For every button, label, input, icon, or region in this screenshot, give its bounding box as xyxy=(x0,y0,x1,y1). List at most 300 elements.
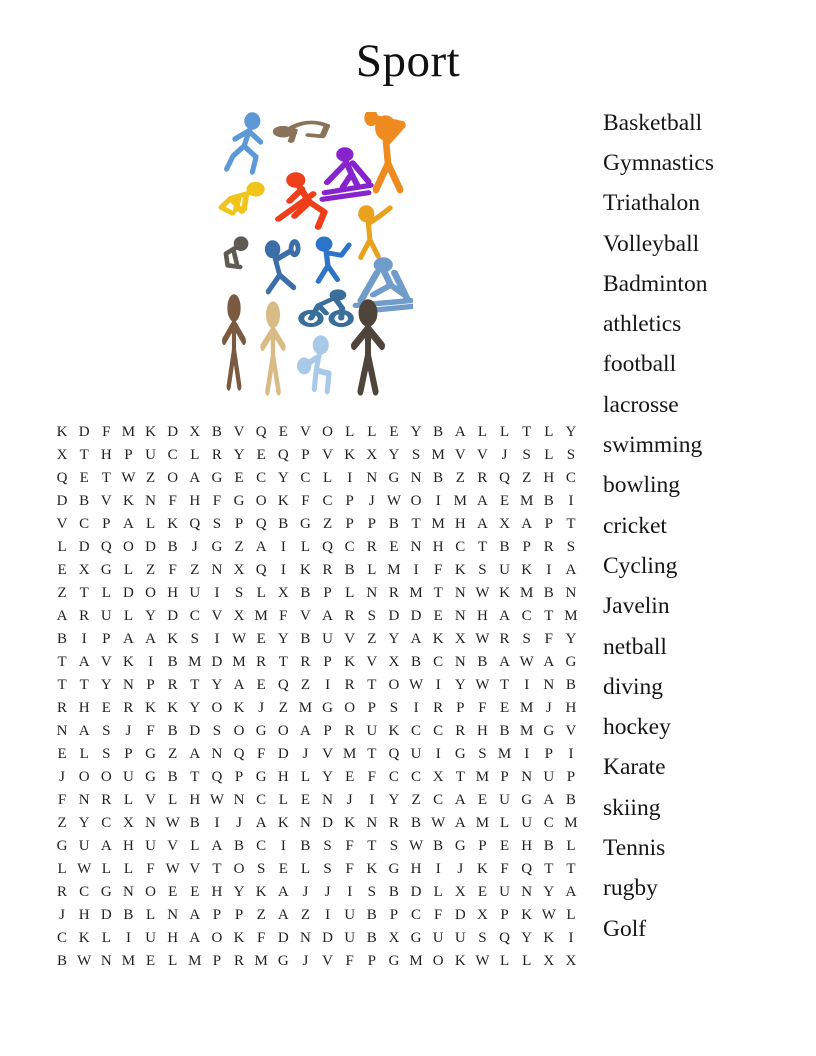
skier-icon xyxy=(322,150,370,199)
grid-cell: I xyxy=(435,493,441,509)
grid-cell: B xyxy=(211,424,222,440)
grid-cell: K xyxy=(300,562,311,578)
grid-cell: K xyxy=(56,424,68,440)
grid-cell: J xyxy=(368,493,375,509)
grid-cell: L xyxy=(566,907,576,923)
grid-cell: Y xyxy=(233,447,245,463)
grid-cell: B xyxy=(234,838,245,854)
grid-cell: E xyxy=(57,562,67,578)
word-list-item: Badminton xyxy=(603,270,708,297)
grid-cell: M xyxy=(520,723,534,739)
grid-cell: R xyxy=(366,539,377,555)
grid-cell: C xyxy=(79,884,90,900)
grid-cell: L xyxy=(256,585,266,601)
grid-cell: P xyxy=(522,539,531,555)
grid-cell: H xyxy=(477,723,488,739)
grid-cell: J xyxy=(59,907,65,923)
grid-cell: L xyxy=(477,424,488,440)
grid-cell: T xyxy=(455,769,465,785)
grid-cell: X xyxy=(366,447,378,463)
grid-cell: E xyxy=(433,608,443,624)
grid-cell: W xyxy=(541,907,556,923)
grid-cell: J xyxy=(258,700,265,716)
grid-cell: K xyxy=(521,562,533,578)
grid-cell: K xyxy=(344,654,356,670)
grid-cell: O xyxy=(388,677,400,693)
grid-cell: E xyxy=(300,792,311,808)
grid-cell: G xyxy=(300,516,311,532)
grid-cell: S xyxy=(212,516,222,532)
grid-cell: M xyxy=(121,953,136,969)
grid-cell: B xyxy=(167,769,178,785)
grid-cell: F xyxy=(57,792,67,808)
grid-cell: K xyxy=(344,815,356,831)
grid-cell: L xyxy=(522,953,532,969)
grid-cell: G xyxy=(145,769,156,785)
grid-cell: O xyxy=(78,769,90,785)
grid-cell: X xyxy=(233,608,245,624)
grid-cell: W xyxy=(475,585,490,601)
grid-cell: M xyxy=(431,516,445,532)
word-list-item: rugby xyxy=(603,875,658,902)
grid-cell: A xyxy=(277,884,289,900)
grid-cell: B xyxy=(167,539,178,555)
grid-cell: G xyxy=(145,746,156,762)
grid-cell: R xyxy=(256,654,267,670)
grid-cell: Q xyxy=(211,769,223,785)
grid-cell: W xyxy=(121,470,136,486)
grid-cell: W xyxy=(165,815,180,831)
grid-cell: D xyxy=(322,930,333,946)
grid-cell: K xyxy=(344,447,356,463)
grid-cell: I xyxy=(280,539,286,555)
grid-cell: R xyxy=(57,700,68,716)
high-jumper-icon xyxy=(276,122,327,141)
grid-cell: C xyxy=(388,769,399,785)
grid-cell: P xyxy=(323,654,332,670)
grid-cell: A xyxy=(543,792,555,808)
grid-cell: G xyxy=(388,470,400,486)
grid-cell: I xyxy=(325,907,331,923)
grid-cell: H xyxy=(277,769,289,785)
grid-cell: M xyxy=(409,953,423,969)
grid-cell: L xyxy=(123,861,134,877)
grid-cell: C xyxy=(411,907,422,923)
grid-cell: D xyxy=(167,424,179,440)
grid-cell: L xyxy=(57,861,67,877)
grid-cell: B xyxy=(565,792,576,808)
grid-cell: C xyxy=(189,608,200,624)
grid-cell: B xyxy=(366,907,377,923)
grid-cell: W xyxy=(475,953,490,969)
grid-cell: V xyxy=(344,631,356,647)
grid-cell: L xyxy=(566,838,576,854)
grid-cell: H xyxy=(78,700,90,716)
grid-cell: M xyxy=(475,769,490,785)
grid-cell: W xyxy=(77,953,92,969)
grid-cell: Q xyxy=(233,746,245,762)
grid-cell: K xyxy=(233,930,245,946)
grid-cell: K xyxy=(521,907,533,923)
grid-cell: U xyxy=(366,723,378,739)
grid-cell: O xyxy=(145,884,156,900)
grid-cell: I xyxy=(325,677,331,693)
grid-cell: G xyxy=(543,723,555,739)
grid-cell: D xyxy=(145,539,156,555)
word-list-item: cricket xyxy=(603,512,667,539)
grid-cell: G xyxy=(255,769,267,785)
grid-cell: K xyxy=(477,861,488,877)
grid-cell: P xyxy=(234,516,244,532)
grid-cell: X xyxy=(277,585,289,601)
grid-cell: L xyxy=(123,608,134,624)
grid-cell: W xyxy=(475,677,490,693)
sports-collage xyxy=(213,112,413,402)
word-list-item: Golf xyxy=(603,915,647,942)
grid-cell: K xyxy=(167,700,179,716)
grid-cell: K xyxy=(454,953,466,969)
grid-cell: B xyxy=(499,723,510,739)
grid-cell: N xyxy=(300,930,311,946)
grid-cell: Z xyxy=(322,516,333,532)
grid-cell: M xyxy=(121,424,136,440)
grid-cell: Z xyxy=(411,792,421,808)
grid-cell: T xyxy=(79,585,89,601)
grid-cell: E xyxy=(345,769,355,785)
grid-cell: N xyxy=(167,907,179,923)
grid-cell: S xyxy=(566,539,576,555)
word-list-item: Javelin xyxy=(603,593,670,620)
grid-cell: L xyxy=(300,861,311,877)
grid-cell: B xyxy=(300,631,311,647)
grid-cell: L xyxy=(101,930,111,946)
grid-cell: L xyxy=(300,769,311,785)
grid-cell: L xyxy=(367,562,377,578)
grid-cell: T xyxy=(367,746,377,762)
grid-cell: K xyxy=(145,424,156,440)
grid-cell: B xyxy=(411,654,422,670)
grid-cell: Z xyxy=(367,631,377,647)
grid-cell: E xyxy=(234,470,244,486)
grid-cell: D xyxy=(56,493,68,509)
grid-cell: W xyxy=(165,861,180,877)
grid-cell: B xyxy=(565,677,576,693)
grid-cell: S xyxy=(411,447,421,463)
grid-cell: S xyxy=(367,608,376,624)
grid-cell: S xyxy=(323,838,332,854)
grid-cell: N xyxy=(454,654,466,670)
grid-cell: B xyxy=(433,424,444,440)
grid-cell: M xyxy=(298,700,313,716)
grid-cell: N xyxy=(565,585,577,601)
front-runner-icon xyxy=(354,304,382,392)
grid-cell: T xyxy=(477,539,488,555)
grid-cell: A xyxy=(211,838,223,854)
grid-cell: U xyxy=(410,746,422,762)
grid-cell: A xyxy=(565,562,577,578)
grid-cell: S xyxy=(367,884,376,900)
grid-cell: R xyxy=(234,953,245,969)
grid-cell: B xyxy=(499,539,510,555)
grid-cell: Z xyxy=(145,562,156,578)
grid-cell: Z xyxy=(234,539,244,555)
grid-cell: M xyxy=(188,953,202,969)
grid-cell: I xyxy=(81,631,87,647)
grid-cell: E xyxy=(256,447,266,463)
grid-cell: G xyxy=(410,930,422,946)
grid-cell: L xyxy=(322,470,333,486)
grid-cell: U xyxy=(322,631,333,647)
grid-cell: X xyxy=(477,907,488,923)
grid-cell: A xyxy=(410,631,422,647)
grid-cell: L xyxy=(367,424,377,440)
grid-cell: M xyxy=(453,493,467,509)
grid-cell: H xyxy=(189,792,201,808)
grid-cell: I xyxy=(568,930,574,946)
grid-cell: G xyxy=(388,861,400,877)
word-list-item: bowling xyxy=(603,472,681,499)
grid-cell: L xyxy=(101,585,111,601)
grid-cell: X xyxy=(454,631,466,647)
grid-cell: B xyxy=(543,493,554,509)
grid-cell: O xyxy=(410,493,422,509)
grid-cell: Y xyxy=(78,815,90,831)
grid-cell: Z xyxy=(168,746,178,762)
grid-cell: Y xyxy=(233,884,245,900)
grid-cell: L xyxy=(190,838,200,854)
grid-cell: Q xyxy=(255,516,267,532)
grid-cell: O xyxy=(100,769,112,785)
grid-cell: P xyxy=(124,746,133,762)
grid-cell: I xyxy=(369,792,375,808)
grid-cell: M xyxy=(564,608,578,624)
grid-cell: Q xyxy=(56,470,68,486)
grid-cell: T xyxy=(367,838,377,854)
grid-cell: N xyxy=(543,677,555,693)
grid-cell: T xyxy=(79,677,89,693)
grid-cell: R xyxy=(388,815,399,831)
grid-cell: T xyxy=(190,769,200,785)
grid-cell: S xyxy=(389,838,399,854)
grid-cell: T xyxy=(499,677,510,693)
grid-cell: B xyxy=(278,516,289,532)
grid-cell: L xyxy=(190,447,200,463)
grid-cell: V xyxy=(454,447,466,463)
grid-cell: H xyxy=(565,700,577,716)
grid-cell: P xyxy=(456,700,465,716)
grid-cell: I xyxy=(524,677,530,693)
grid-cell: C xyxy=(455,539,466,555)
grid-cell: F xyxy=(279,608,288,624)
grid-cell: H xyxy=(167,585,179,601)
grid-cell: D xyxy=(277,930,289,946)
grid-cell: S xyxy=(522,447,531,463)
grid-cell: B xyxy=(388,516,399,532)
grid-cell: Z xyxy=(278,700,288,716)
grid-cell: B xyxy=(123,907,134,923)
grid-cell: A xyxy=(145,631,156,647)
grid-cell: X xyxy=(78,562,90,578)
grid-cell: N xyxy=(366,585,378,601)
grid-cell: G xyxy=(565,654,577,670)
grid-cell: O xyxy=(211,930,223,946)
grid-cell: N xyxy=(100,953,112,969)
grid-cell: U xyxy=(145,447,156,463)
grid-cell: S xyxy=(566,447,576,463)
grid-cell: Q xyxy=(499,930,510,946)
grid-cell: F xyxy=(257,930,266,946)
grid-cell: Y xyxy=(565,424,577,440)
grid-cell: C xyxy=(57,930,68,946)
grid-cell: A xyxy=(565,884,577,900)
grid-cell: S xyxy=(190,631,199,647)
grid-cell: Q xyxy=(388,746,400,762)
grid-cell: Z xyxy=(300,907,311,923)
grid-cell: Y xyxy=(145,608,156,624)
grid-cell: K xyxy=(388,723,400,739)
grid-cell: L xyxy=(123,792,134,808)
grid-cell: V xyxy=(300,608,311,624)
grid-cell: U xyxy=(499,562,510,578)
grid-cell: C xyxy=(167,447,178,463)
grid-cell: C xyxy=(433,654,444,670)
grid-cell: O xyxy=(167,470,179,486)
grid-cell: O xyxy=(255,493,267,509)
grid-cell: I xyxy=(280,838,286,854)
grid-cell: D xyxy=(211,654,223,670)
grid-cell: V xyxy=(366,654,378,670)
grid-cell: B xyxy=(433,838,444,854)
grid-cell: L xyxy=(168,953,178,969)
grid-cell: N xyxy=(211,746,223,762)
grid-cell: M xyxy=(520,493,534,509)
grid-cell: K xyxy=(366,861,378,877)
grid-cell: Q xyxy=(521,861,533,877)
grid-cell: C xyxy=(565,470,576,486)
word-list-item: Cycling xyxy=(603,552,678,579)
grid-cell: E xyxy=(477,792,488,808)
grid-cell: L xyxy=(544,424,554,440)
sprint-start-icon xyxy=(221,184,262,213)
grid-cell: L xyxy=(145,907,156,923)
grid-cell: J xyxy=(302,746,309,762)
grid-cell: U xyxy=(499,792,510,808)
grid-cell: E xyxy=(101,700,111,716)
grid-cell: U xyxy=(432,930,444,946)
grid-cell: P xyxy=(544,746,553,762)
grid-cell: T xyxy=(57,677,67,693)
grid-cell: S xyxy=(522,631,531,647)
grid-cell: C xyxy=(256,470,267,486)
grid-cell: Z xyxy=(256,907,266,923)
grid-cell: G xyxy=(388,953,400,969)
grid-cell: M xyxy=(387,562,401,578)
grid-cell: E xyxy=(499,700,510,716)
grid-cell: S xyxy=(102,723,111,739)
grid-cell: I xyxy=(546,562,552,578)
grid-cell: B xyxy=(300,585,311,601)
grid-cell: B xyxy=(388,884,399,900)
grid-cell: H xyxy=(100,447,112,463)
grid-cell: W xyxy=(386,493,402,509)
grid-cell: R xyxy=(211,447,222,463)
grid-cell: B xyxy=(189,815,200,831)
grid-cell: U xyxy=(454,930,466,946)
grid-cell: K xyxy=(167,631,179,647)
grid-cell: A xyxy=(521,516,533,532)
grid-cell: L xyxy=(300,539,311,555)
grid-cell: A xyxy=(56,608,68,624)
grid-cell: V xyxy=(233,424,245,440)
grid-cell: N xyxy=(521,769,533,785)
grid-cell: P xyxy=(146,677,155,693)
grid-cell: H xyxy=(432,539,444,555)
grid-cell: J xyxy=(545,700,552,716)
grid-cell: R xyxy=(543,539,554,555)
grid-cell: N xyxy=(366,470,378,486)
grid-cell: F xyxy=(102,424,111,440)
grid-cell: F xyxy=(146,861,155,877)
grid-cell: L xyxy=(79,746,89,762)
grid-cell: N xyxy=(123,884,134,900)
grid-cell: V xyxy=(322,746,333,762)
grid-cell: M xyxy=(254,608,268,624)
grid-cell: M xyxy=(564,815,578,831)
grid-cell: E xyxy=(278,861,288,877)
grid-cell: D xyxy=(123,585,134,601)
grid-cell: Z xyxy=(145,470,156,486)
grid-cell: S xyxy=(257,861,266,877)
grid-cell: X xyxy=(499,516,510,532)
grid-cell: V xyxy=(211,608,223,624)
grid-cell: Z xyxy=(57,585,67,601)
grid-cell: F xyxy=(345,861,354,877)
grid-cell: H xyxy=(410,861,422,877)
grid-cell: R xyxy=(300,654,311,670)
grid-cell: X xyxy=(189,424,201,440)
grid-cell: E xyxy=(477,884,488,900)
grid-cell: I xyxy=(435,746,441,762)
grid-cell: L xyxy=(499,953,510,969)
grid-cell: V xyxy=(167,838,179,854)
grid-cell: W xyxy=(408,838,424,854)
grid-cell: A xyxy=(454,424,466,440)
grid-cell: E xyxy=(389,539,399,555)
grid-cell: I xyxy=(568,746,574,762)
grid-cell: K xyxy=(78,930,90,946)
grid-cell: L xyxy=(168,792,178,808)
grid-cell: N xyxy=(233,792,245,808)
grid-cell: V xyxy=(56,516,68,532)
grid-cell: T xyxy=(212,861,222,877)
grid-cell: J xyxy=(236,815,242,831)
grid-cell: J xyxy=(346,792,353,808)
grid-cell: T xyxy=(566,861,576,877)
grid-cell: Q xyxy=(100,539,112,555)
grid-cell: H xyxy=(543,470,555,486)
grid-cell: E xyxy=(190,884,200,900)
grid-cell: Z xyxy=(300,677,311,693)
grid-cell: H xyxy=(521,838,533,854)
grid-cell: F xyxy=(168,562,177,578)
grid-cell: O xyxy=(344,700,356,716)
grid-cell: G xyxy=(454,746,466,762)
grid-cell: D xyxy=(167,608,179,624)
page-title: Sport xyxy=(355,35,461,87)
tennis-player-icon xyxy=(267,242,298,292)
grid-cell: D xyxy=(410,884,422,900)
grid-cell: E xyxy=(168,884,178,900)
